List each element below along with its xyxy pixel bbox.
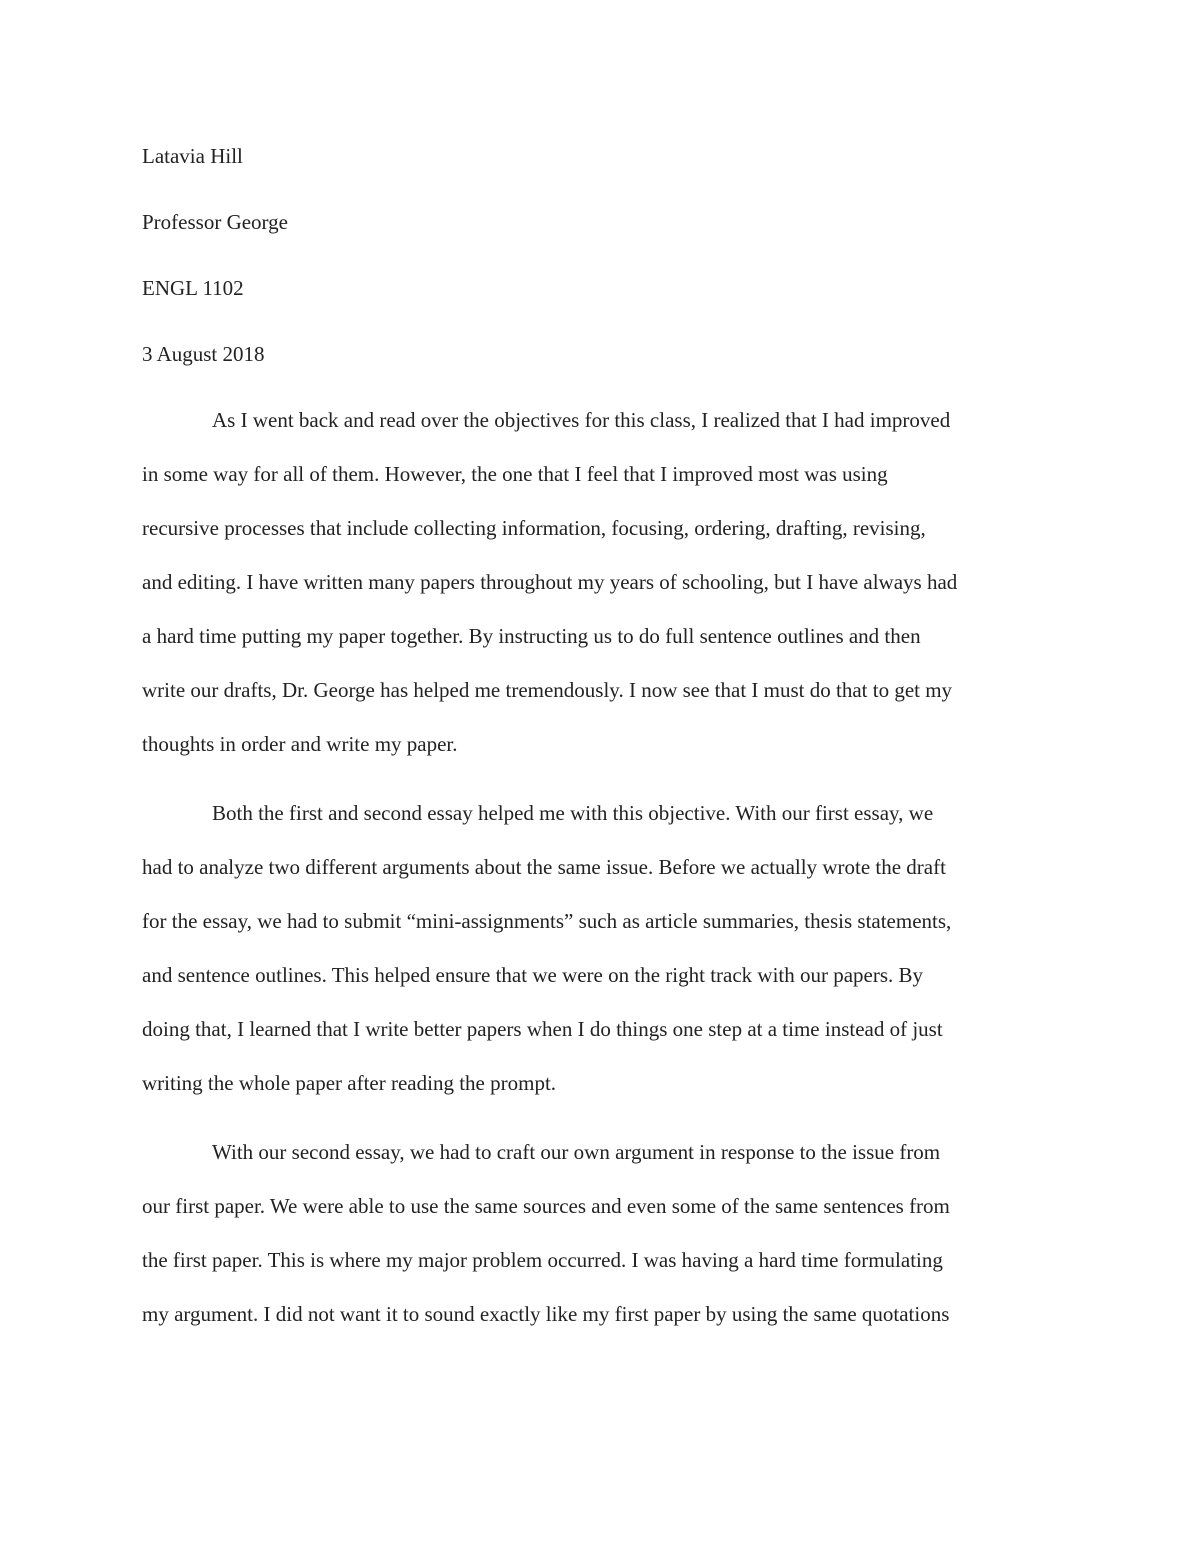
paragraph-line: the first paper. This is where my major problem occurred. I was having a hard time formulating bbox=[142, 1248, 943, 1272]
paragraph-line: writing the whole paper after reading the prompt. bbox=[142, 1071, 557, 1095]
paragraph-line: With our second essay, we had to craft our own argument in response to the issue from bbox=[212, 1140, 941, 1164]
paragraph-line: Both the first and second essay helped me with this objective. With our first essay, we bbox=[212, 801, 934, 825]
paragraph-line: and editing. I have written many papers throughout my years of schooling, but I have always had bbox=[142, 570, 958, 594]
paragraph-line: doing that, I learned that I write better papers when I do things one step at a time instead of just bbox=[142, 1017, 943, 1041]
paragraph-line: had to analyze two different arguments about the same issue. Before we actually wrote the draft bbox=[142, 855, 946, 879]
paragraph-line: thoughts in order and write my paper. bbox=[142, 732, 458, 756]
paragraph-line: write our drafts, Dr. George has helped me tremendously. I now see that I must do that to get my bbox=[142, 678, 953, 702]
course-code: ENGL 1102 bbox=[142, 276, 244, 300]
paragraph-2 bbox=[142, 793, 1060, 1117]
paragraph-line: As I went back and read over the objectives for this class, I realized that I had improved bbox=[212, 408, 951, 432]
paragraph-spacer bbox=[142, 778, 1060, 793]
paragraph-line: a hard time putting my paper together. By instructing us to do full sentence outlines and then bbox=[142, 624, 921, 648]
paragraph-line: for the essay, we had to submit “mini-assignments” such as article summaries, thesis statements, bbox=[142, 909, 952, 933]
paragraph-line: recursive processes that include collecting information, focusing, ordering, drafting, revising, bbox=[142, 516, 926, 540]
paragraph-line: in some way for all of them. However, the one that I feel that I improved most was using bbox=[142, 462, 888, 486]
paragraph-1 bbox=[142, 400, 1060, 778]
document-body bbox=[142, 140, 1060, 1348]
author-name: Latavia Hill bbox=[142, 144, 243, 168]
professor-name: Professor George bbox=[142, 210, 288, 234]
document-date: 3 August 2018 bbox=[142, 342, 265, 366]
paragraph-line: our first paper. We were able to use the same sources and even some of the same sentences from bbox=[142, 1194, 950, 1218]
paragraph-spacer bbox=[142, 1117, 1060, 1132]
paragraph-3 bbox=[142, 1132, 1060, 1348]
paragraph-line: my argument. I did not want it to sound exactly like my first paper by using the same quotations bbox=[142, 1302, 950, 1326]
paragraph-line: and sentence outlines. This helped ensure that we were on the right track with our papers. By bbox=[142, 963, 924, 987]
